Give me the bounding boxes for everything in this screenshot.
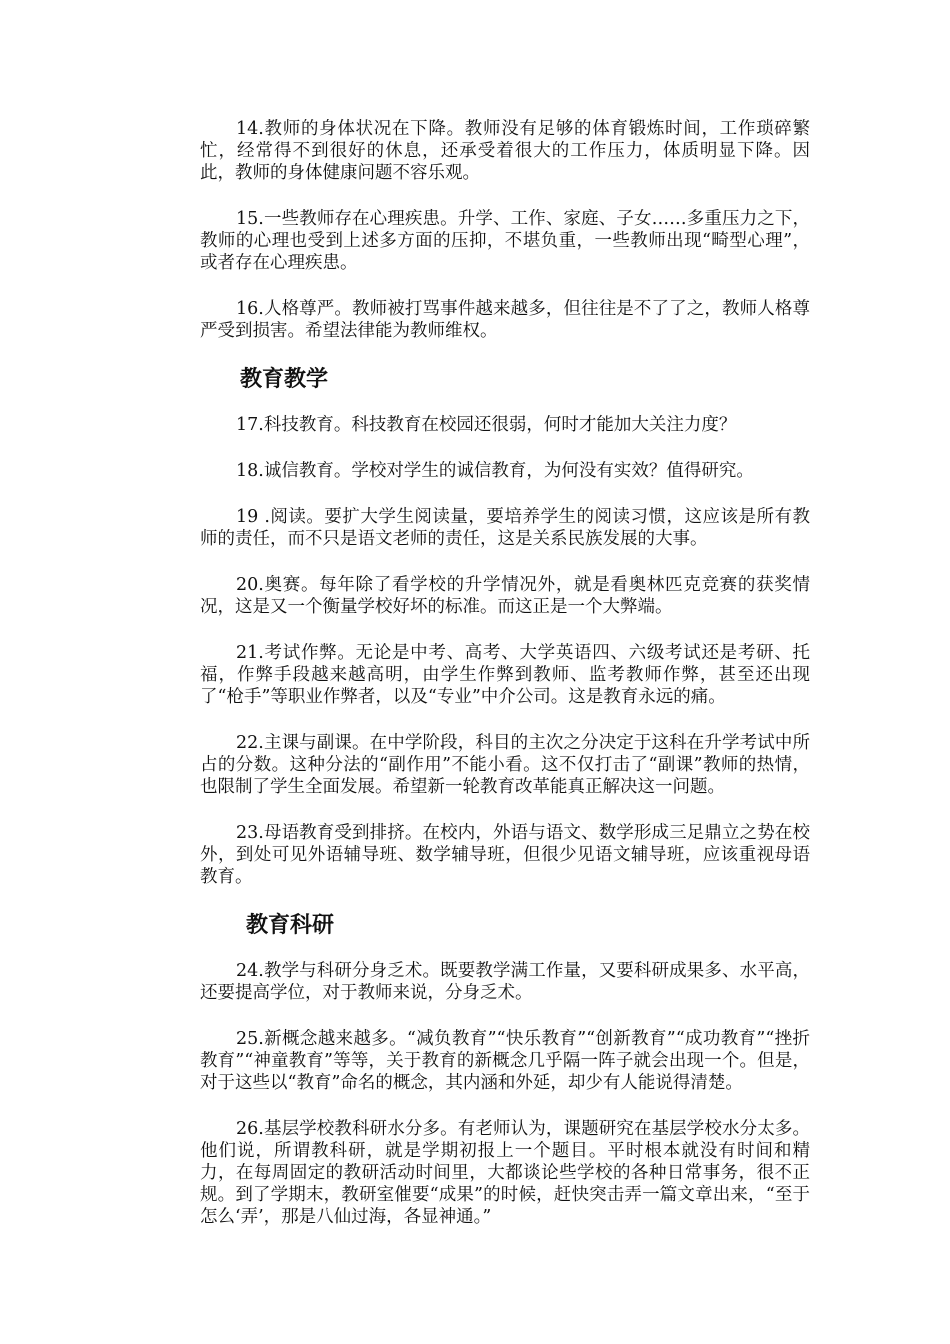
paragraph-21: 21.考试作弊。无论是中考、高考、大学英语四、六级考试还是考研、托福，作弊手段越来越高明，由学生作弊到教师、监考教师作弊，甚至还出现了“枪手”等职业作弊者，以及“专业”中介公司。这是教育永远的痛。 — [200, 643, 810, 707]
paragraph-20: 20.奥赛。每年除了看学校的升学情况外，就是看奥林匹克竞赛的获奖情况，这是又一个衡量学校好坏的标准。而这正是一个大弊端。 — [200, 575, 810, 617]
paragraph-14: 14.教师的身体状况在下降。教师没有足够的体育锻炼时间，工作琐碎繁忙，经常得不到很好的休息，还承受着很大的工作压力，体质明显下降。因此，教师的身体健康问题不容乐观。 — [200, 119, 810, 183]
paragraph-26: 26.基层学校教科研水分多。有老师认为，课题研究在基层学校水分太多。他们说，所谓教科研，就是学期初报上一个题目。平时根本就没有时间和精力，在每周固定的教研活动时间里，大都谈论些学校的各种日常事务，很不正规。到了学期末，教研室催要“成果”的时候，赶快突击弄一篇文章出来，“至于怎么‘弄’，那是八仙过海，各显神通。” — [200, 1119, 810, 1227]
paragraph-16: 16.人格尊严。教师被打骂事件越来越多，但往往是不了了之，教师人格尊严受到损害。希望法律能为教师维权。 — [200, 299, 810, 341]
paragraph-19: 19 .阅读。要扩大学生阅读量，要培养学生的阅读习惯，这应该是所有教师的责任，而不只是语文老师的责任，这是关系民族发展的大事。 — [200, 507, 810, 549]
paragraph-18: 18.诚信教育。学校对学生的诚信教育，为何没有实效？值得研究。 — [236, 461, 754, 481]
section-heading-teaching: 教育教学 — [240, 367, 329, 392]
paragraph-24: 24.教学与科研分身乏术。既要教学满工作量，又要科研成果多、水平高，还要提高学位，对于教师来说，分身乏术。 — [200, 961, 810, 1003]
paragraph-22: 22.主课与副课。在中学阶段，科目的主次之分决定于这科在升学考试中所占的分数。这种分法的“副作用”不能小看。这不仅打击了“副课”教师的热情，也限制了学生全面发展。希望新一轮教育改革能真正解决这一问题。 — [200, 733, 810, 797]
paragraph-17: 17.科技教育。科技教育在校园还很弱，何时才能加大关注力度？ — [236, 415, 737, 435]
paragraph-25: 25.新概念越来越多。“减负教育”“快乐教育”“创新教育”“成功教育”“挫折教育”“神童教育”等等，关于教育的新概念几乎隔一阵子就会出现一个。但是，对于这些以“教育”命名的概念，其内涵和外延，却少有人能说得清楚。 — [200, 1029, 810, 1093]
section-heading-research: 教育科研 — [246, 913, 335, 938]
paragraph-15: 15.一些教师存在心理疾患。升学、工作、家庭、子女……多重压力之下，教师的心理也受到上述多方面的压抑，不堪负重，一些教师出现“畸型心理”，或者存在心理疾患。 — [200, 209, 810, 273]
document-page — [200, 118, 810, 1252]
paragraph-23: 23.母语教育受到排挤。在校内，外语与语文、数学形成三足鼎立之势在校外，到处可见外语辅导班、数学辅导班，但很少见语文辅导班，应该重视母语教育。 — [200, 823, 810, 887]
